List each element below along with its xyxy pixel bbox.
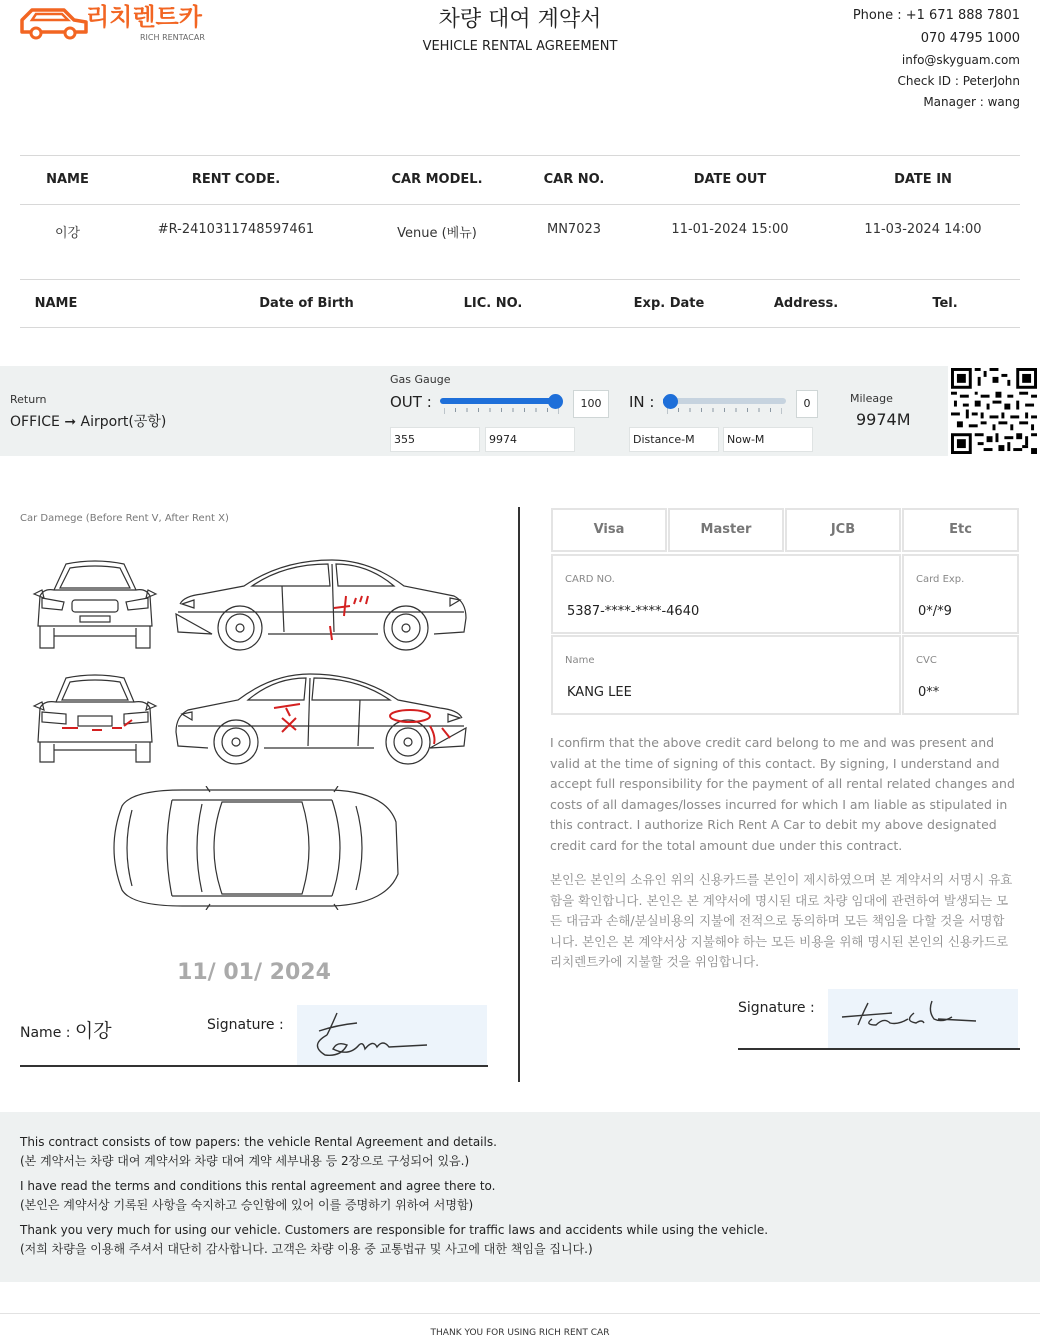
gas-out-slider[interactable] [440,396,565,420]
card-number-value: 5387-****-****-4640 [567,604,700,619]
name-label: Name : [20,1025,75,1041]
left-signature-image [297,1005,487,1065]
table-divider [20,204,1020,205]
card-tab-etc[interactable]: Etc [902,508,1019,552]
car-top-view [102,786,402,910]
gas-out-label: OUT : [390,393,432,411]
name-value: 이강 [74,1020,112,1042]
logo-kr-orange: 리치렌트카 [86,3,202,31]
right-signature-line [738,1048,1020,1050]
card-tab-visa[interactable]: Visa [551,508,667,552]
gas-in-ticks [667,408,782,416]
return-route: OFFICE ➞ Airport(공항) [10,414,167,430]
out-distance-field[interactable]: 355 [390,427,480,452]
header-car-no: CAR NO. [543,172,605,187]
footer-line2-en: I have read the terms and conditions this rental agreement and agree there to. [20,1179,496,1193]
card-cvc-value: 0** [918,685,940,700]
damage-name-row [20,1016,112,1043]
card-tab-jcb[interactable]: JCB [785,508,901,552]
card-exp-label: Card Exp. [916,574,965,585]
header-date-out: DATE OUT [693,172,767,187]
damage-caption: Car Damege (Before Rent V, After Rent X) [20,513,229,524]
thank-you-text: THANK YOU FOR USING RICH RENT CAR [430,1328,610,1338]
vertical-divider [518,507,520,1082]
left-signature-line [20,1065,488,1067]
card-cvc-label: CVC [916,655,937,666]
car-side-view-right [172,556,470,652]
card-consent-english: I confirm that the above credit card belong to me and was present and valid at the time of signing of this contact. By signing, I understand and accept full responsibility for the payment of all rental related changes and costs of all damages/losses incurred for which I am liable as stipulated in this contract. I authorize Rich Rent A Car to debit my above designated credit card for the total amount due under this contract. [550,735,1015,853]
date-in: 11-03-2024 14:00 [864,222,982,237]
right-signature-label: Signature : [738,1000,815,1016]
header-lic-no: LIC. NO. [463,296,523,311]
header-tel: Tel. [932,296,958,311]
mileage-label: Mileage [850,392,893,405]
in-now-field[interactable]: Now-M [723,427,813,452]
table-divider [20,327,1020,328]
card-exp-cell[interactable] [902,554,1019,634]
phone-secondary: 070 4795 1000 [920,31,1020,46]
card-exp-value: 0*/*9 [918,604,952,619]
rent-code: #R-2410311748597461 [157,222,315,237]
damage-date: 11/ 01/ 2024 [177,960,331,985]
table-divider [20,279,1020,280]
qr-code [951,368,1037,454]
footer-line3-en: Thank you very much for using our vehicle. Customers are responsible for traffic laws and accidents while using the vehicle. [20,1223,769,1237]
header-driver-name: NAME [34,296,78,311]
header-date-in: DATE IN [894,172,952,187]
check-id: Check ID : PeterJohn [897,74,1020,88]
card-tab-master[interactable]: Master [668,508,784,552]
card-name-label: Name [565,655,595,666]
card-cvc-cell[interactable] [902,635,1019,715]
card-name-cell[interactable] [551,635,901,715]
header-dob: Date of Birth [259,296,354,311]
title-english: VEHICLE RENTAL AGREEMENT [422,39,618,54]
gas-in-value[interactable]: 0 [796,390,818,418]
header-address: Address. [773,296,839,311]
footer-line1-kr: (본 계약서는 차량 대여 계약서와 차량 대여 계약 세부내용 등 2장으로 구성되어 있음.) [20,1154,470,1168]
car-rear-view [32,672,158,768]
out-mileage-field[interactable]: 9974 [485,427,575,452]
manager-name: Manager : wang [923,95,1020,109]
footer-line1-en: This contract consists of tow papers: the vehicle Rental Agreement and details. [20,1135,497,1149]
car-side-view-left [172,668,470,768]
car-front-view [32,556,158,654]
left-signature-label: Signature : [207,1017,284,1033]
gas-out-value[interactable]: 100 [573,390,609,418]
footer-line3-kr: (저희 차량을 이용해 주셔서 대단히 감사합니다. 고객은 차량 이용 중 교통법규 및 사고에 대한 책임을 집니다.) [20,1242,593,1256]
gas-in-label: IN : [629,393,655,411]
in-distance-field[interactable]: Distance-M [629,427,719,452]
left-signature-box[interactable] [297,1005,487,1065]
gas-in-slider[interactable] [663,396,788,420]
gas-out-ticks [444,408,559,416]
phone-primary: Phone : +1 671 888 7801 [852,8,1020,23]
gas-out-knob[interactable] [548,394,563,409]
footer-divider [0,1313,1040,1314]
header-car-model: CAR MODEL. [391,172,483,187]
car-model: Venue (베뉴) [397,226,477,241]
car-number: MN7023 [546,222,602,237]
card-number-cell[interactable] [551,554,901,634]
gas-in-knob[interactable] [663,394,678,409]
gas-gauge-label: Gas Gauge [390,373,451,386]
contact-block [853,4,1020,113]
gas-out-fill [440,398,556,404]
header-name: NAME [46,172,89,187]
mileage-value: 9974M [856,410,911,429]
date-out: 11-01-2024 15:00 [671,222,789,237]
contact-email: info@skyguam.com [901,53,1020,67]
footer-notes [20,1133,1030,1259]
header-exp-date: Exp. Date [633,296,705,311]
renter-name: 이강 [54,226,81,241]
logo-en: RICH RENTACAR [140,33,205,42]
card-consent-korean: 본인은 본인의 소유인 위의 신용카드를 본인이 제시하였으며 본 계약서의 서명시 유효함을 확인합니다. 본인은 본 계약서에 명시된 대로 차량 임대에 관련하여 발생되는 모든 대금과 손해/분실비용의 지불에 전적으로 동의하며 모든 책임을 다할 것을 서명합니다. 본인은 본 계약서상 지불해야 하는 모든 비용을 위해 명시된 본인의 신용카드로 리치렌트카에 지불할 것을 위임합니다. [550,872,1013,969]
footer-line2-kr: (본인은 계약서상 기록된 사항을 숙지하고 승인함에 있어 이를 증명하기 위하여 서명함) [20,1198,474,1212]
card-name-value: KANG LEE [567,685,632,700]
return-label: Return [10,393,47,406]
title-korean: 차량 대여 계약서 [438,7,602,32]
table-divider [20,155,1020,156]
header-rent-code: RENT CODE. [191,172,281,187]
right-signature-image [828,989,1018,1049]
right-signature-box[interactable] [828,989,1018,1049]
card-number-label: CARD NO. [565,574,615,585]
